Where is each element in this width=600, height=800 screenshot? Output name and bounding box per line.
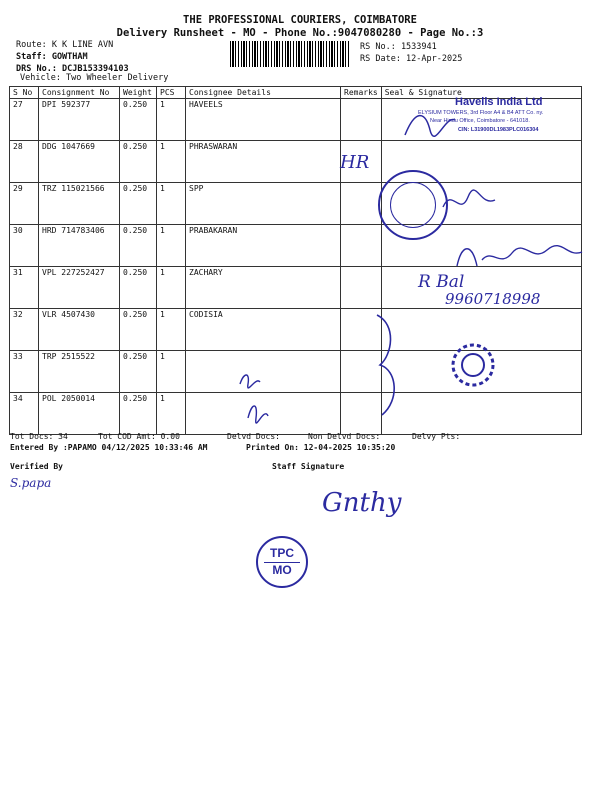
col-weight: Weight [120, 87, 157, 99]
total-cod: Tot COD Amt: 0.00 [98, 432, 180, 441]
bracket-mark [372, 310, 412, 430]
cell-consignee: SPP [186, 183, 341, 225]
signature-30 [452, 238, 587, 276]
cell-consignee: PHRASWARAN [186, 141, 341, 183]
havells-stamp-cin: CIN: L31900DL1983PLC016304 [458, 127, 539, 133]
col-remarks: Remarks [341, 87, 382, 99]
cell-consignee: PRABAKARAN [186, 225, 341, 267]
cell-pcs: 1 [157, 141, 186, 183]
cell-remarks [341, 225, 382, 267]
vehicle-label: Vehicle: Two Wheeler Delivery [20, 73, 169, 83]
printed-on: Printed On: 12-04-2025 10:35:20 [246, 443, 396, 452]
route-label: Route: K K LINE AVN [16, 40, 114, 50]
cell-pcs: 1 [157, 309, 186, 351]
verified-by-label: Verified By [10, 462, 63, 471]
document-subtitle: Delivery Runsheet - MO - Phone No.:9047080280 - Page No.:3 [116, 27, 484, 39]
cell-consignment: TRP 2515522 [39, 351, 120, 393]
cell-weight: 0.250 [120, 309, 157, 351]
cell-consignment: VPL 227252427 [39, 267, 120, 309]
delivery-points: Delvy Pts: [412, 432, 461, 441]
staff-signature: Gnthy [322, 488, 402, 518]
cell-sno: 33 [10, 351, 39, 393]
cell-sno: 34 [10, 393, 39, 435]
cell-sno: 32 [10, 309, 39, 351]
non-delivered-docs: Non Delvd Docs: [308, 432, 381, 441]
cell-consignment: POL 2050014 [39, 393, 120, 435]
col-seal: Seal & Signature [381, 87, 581, 99]
initial-34 [244, 398, 272, 424]
signature-29 [440, 182, 500, 222]
cell-remarks [341, 267, 382, 309]
cell-weight: 0.250 [120, 351, 157, 393]
table-row [10, 141, 582, 183]
tpc-stamp-top: TPC [270, 546, 294, 560]
cell-sno: 29 [10, 183, 39, 225]
havells-stamp-address-1: ELYSIUM TOWERS, 3rd Floor A4 & B4 ATT Co. ny. [418, 110, 544, 116]
havells-stamp-address-2: Near Hindu Office, Coimbatore - 641018. [430, 118, 530, 124]
cell-pcs: 1 [157, 225, 186, 267]
signature-31: R Bal [418, 272, 465, 292]
cell-sno: 27 [10, 99, 39, 141]
drs-label: DRS No.: DCJB153394103 [16, 64, 129, 74]
cell-weight: 0.250 [120, 99, 157, 141]
cell-pcs: 1 [157, 99, 186, 141]
tpc-stamp-bottom: MO [264, 562, 300, 577]
cell-weight: 0.250 [120, 393, 157, 435]
cell-remarks [341, 99, 382, 141]
staff-signature-label: Staff Signature [272, 462, 345, 471]
havells-stamp-name: Havells India Ltd [455, 96, 543, 108]
cell-pcs: 1 [157, 351, 186, 393]
col-consignment: Consignment No [39, 87, 120, 99]
cell-consignment: VLR 4507430 [39, 309, 120, 351]
phone-handwriting: 9960718998 [445, 290, 541, 308]
cell-pcs: 1 [157, 267, 186, 309]
cell-weight: 0.250 [120, 183, 157, 225]
rs-date: RS Date: 12-Apr-2025 [360, 54, 463, 64]
staff-label: Staff: GOWTHAM [16, 52, 88, 62]
cell-weight: 0.250 [120, 225, 157, 267]
document-title: THE PROFESSIONAL COURIERS, COIMBATORE [183, 14, 417, 26]
entered-by: Entered By :PAPAMO 04/12/2025 10:33:46 AM [10, 443, 208, 452]
verified-by-signature: S.papa [10, 476, 52, 490]
cell-consignment: DPI 592377 [39, 99, 120, 141]
gear-stamp [446, 338, 500, 392]
col-pcs: PCS [157, 87, 186, 99]
cell-sno: 31 [10, 267, 39, 309]
table-row [10, 393, 582, 435]
cell-consignee: CODISIA [186, 309, 341, 351]
ca-seal-stamp [378, 170, 448, 240]
remark-handwriting: HR [340, 152, 370, 173]
barcode [230, 41, 350, 67]
cell-sno: 30 [10, 225, 39, 267]
cell-consignee: HAVEELS [186, 99, 341, 141]
delivered-docs: Delvd Docs: [227, 432, 280, 441]
cell-consignment: HRD 714783406 [39, 225, 120, 267]
tpc-mo-stamp [256, 536, 308, 588]
cell-weight: 0.250 [120, 267, 157, 309]
col-consignee: Consignee Details [186, 87, 341, 99]
initial-33 [236, 368, 264, 390]
total-docs: Tot Docs: 34 [10, 432, 68, 441]
cell-sno: 28 [10, 141, 39, 183]
cell-consignment: TRZ 115021566 [39, 183, 120, 225]
col-sno: S No [10, 87, 39, 99]
cell-weight: 0.250 [120, 141, 157, 183]
cell-pcs: 1 [157, 183, 186, 225]
cell-remarks [341, 183, 382, 225]
cell-pcs: 1 [157, 393, 186, 435]
cell-consignee: ZACHARY [186, 267, 341, 309]
havells-signature-mark [400, 105, 460, 145]
rs-number: RS No.: 1533941 [360, 42, 437, 52]
cell-consignment: DDG 1047669 [39, 141, 120, 183]
